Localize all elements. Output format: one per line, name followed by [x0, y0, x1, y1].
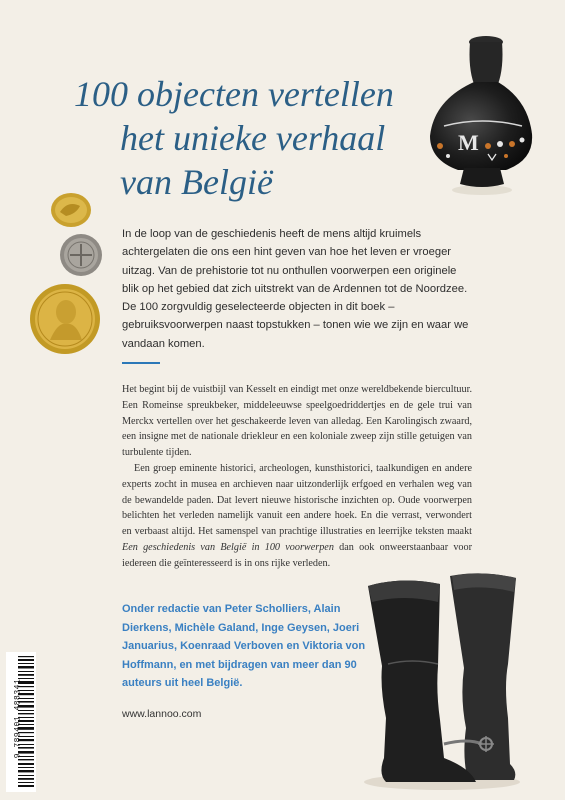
gold-portrait-coin-icon — [28, 282, 102, 356]
title-line-2: het unieke verhaal — [120, 118, 386, 158]
roman-spreukbeker-icon — [418, 28, 540, 196]
riding-boots-icon — [358, 568, 526, 792]
isbn-number: 9 789401 488341 — [13, 678, 23, 759]
publisher-website: www.lannoo.com — [122, 708, 202, 720]
body-paragraph-1: Het begint bij de vuistbijl van Kesselt en eindigt met onze wereldbekende biercultuur. Een Romeinse spreukbeker, middeleeuwse speelgoedriddertjes en de gele trui van Merckx vertellen over het geschakeerde leven van alledag. Een Karolingisch zwaard, een insigne met de nationale driekleur en een koloniale zweep zijn stille getuigen van turbulente tijden. — [122, 384, 472, 459]
svg-text:M: M — [458, 130, 479, 155]
body-text — [122, 382, 472, 572]
divider-rule — [122, 362, 160, 364]
cover-title — [62, 72, 392, 204]
body-paragraph-2 — [122, 461, 472, 572]
book-title-italic: Een geschiedenis van België in 100 voorwerpen — [122, 541, 334, 553]
title-line-3: van België — [120, 162, 273, 202]
silver-coin-icon — [58, 232, 104, 278]
body-paragraph-2-end: dan ook onweerstaanbaar voor iedereen die geïnteresseerd is in ons rijke verleden. — [122, 541, 473, 569]
gold-coin-icon — [48, 190, 94, 230]
intro-paragraph: In de loop van de geschiedenis heeft de mens altijd kruimels achtergelaten die ons een hint geven van hoe het leven er vroeger uitzag. Van de prehistorie tot nu onthullen voorwerpen een originele blik op het gebied dat zich uitstrekt van de Ardennen tot de Noordzee. De 100 zorgvuldig geselecteerde objecten in dit boek – gebruiksvoorwerpen naast topstukken – tonen wie we zijn en waar we vandaan komen. — [122, 228, 469, 350]
title-line-1: 100 objecten vertellen — [74, 74, 394, 114]
body-paragraph-2-start: Een groep eminente historici, archeologen, kunsthistorici, taalkundigen en andere experts zocht in musea en archieven naar uitzonderlijk erfgoed en verhalen weg van de bewandelde paden. Dat levert nieuwe historische inzichten op. Oude voorwerpen belichten het verleden namelijk vanuit een andere hoek. En die verrast, verwondert en verbaast altijd. Het samenspel van prachtige illustraties en leerrijke teksten maakt — [122, 462, 472, 538]
editors-credits: Onder redactie van Peter Scholliers, Alain Dierkens, Michèle Galand, Inge Geysen, Joeri Januarius, Koenraad Verboven en Viktoria von Hoffmann, en met bijdragen van meer dan 90 auteurs uit heel België. — [122, 603, 366, 689]
